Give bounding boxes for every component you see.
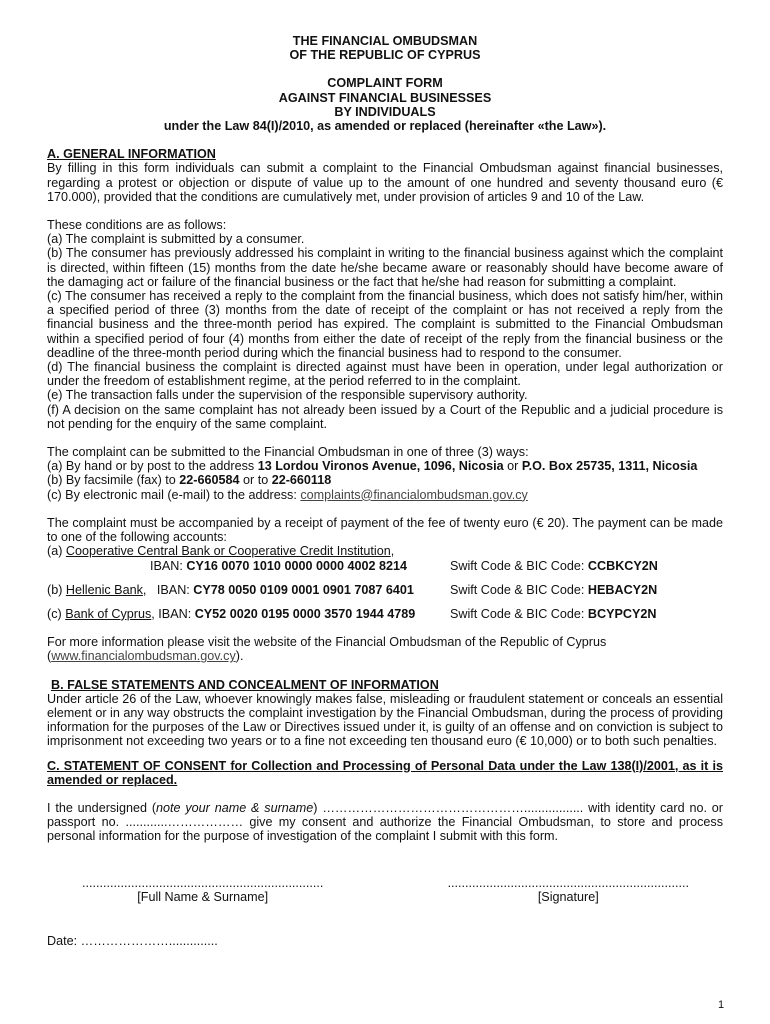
condition-c: (c) The consumer has received a reply to the complaint from the financial business, which does not satisfy him/her, within a specified period of three (3) months from the date of receipt of the complaint or has not received a reply from the financial business and the three-month period has expired. The complaint is submitted to the Financial Ombudsman within a specified period of four (4) months from either the date of receipt of the reply from the financial business or the deadline of the three-month period during which the financial business had to respond to the consumer. <box>47 289 723 360</box>
email-link[interactable]: complaints@financialombudsman.gov.cy <box>300 487 528 502</box>
bank-c-iban: CY52 0020 0195 0000 3570 1944 4789 <box>194 606 416 621</box>
signature-dots: ..................................................................... <box>447 875 689 890</box>
bank-a-comma: , <box>390 544 395 559</box>
way-c-text: (c) By electronic mail (e-mail) to the address: <box>47 487 301 502</box>
form-subtitle1: AGAINST FINANCIAL BUSINESSES <box>278 90 492 105</box>
bank-c-iban-label: , IBAN: <box>151 606 195 621</box>
bank-a-swift: CCBKCY2N <box>587 558 658 573</box>
website-close: ). <box>235 649 244 664</box>
way-b-or: or to <box>239 473 272 488</box>
bank-b-iban: CY78 0050 0109 0001 0901 7087 6401 <box>193 582 414 597</box>
section-a-title: A. GENERAL INFORMATION <box>47 147 216 162</box>
signature-block <box>47 876 723 904</box>
bank-a-iban-label: IBAN: <box>150 558 187 573</box>
website-open: ( <box>47 649 52 664</box>
bank-c-details <box>47 607 723 621</box>
consent-pre: I the undersigned ( <box>47 800 157 815</box>
way-a-or: or <box>503 459 522 474</box>
condition-f: (f) A decision on the same complaint has not already been issued by a Court of the Republic and a judicial procedure is not pending for the enquiry of the same complaint. <box>47 402 723 431</box>
consent-note: note your name & surname <box>156 800 314 815</box>
signature-field[interactable] <box>448 876 689 904</box>
bank-b-prefix: (b) <box>47 582 66 597</box>
consent-rest: ) …………………………………………................. with identity card no. or passport no. ............……………… give my consent and authorize the Financial Ombudsman, to store and process personal information for the purpose of investigation of the complaint I submit with this form. <box>47 800 723 844</box>
bank-a-name-line <box>47 544 723 558</box>
header-line2: OF THE REPUBLIC OF CYPRUS <box>289 48 481 63</box>
form-subtitle2: BY INDIVIDUALS <box>334 104 436 119</box>
website-link[interactable]: www.financialombudsman.gov.cy <box>51 649 236 664</box>
bank-b-iban-label: , IBAN: <box>142 582 194 597</box>
conditions-title: These conditions are as follows: <box>47 218 227 233</box>
condition-e: (e) The transaction falls under the supervision of the responsible supervisory authority. <box>47 388 528 403</box>
condition-b: (b) The consumer has previously addressed his complaint in writing to the financial business against which the complaint is directed, within fifteen (15) months from the date he/she became aware or reasonably should have become aware of the damaging act or failure of the financial business or the fact that he/she had reason for submitting a complaint. <box>47 246 723 289</box>
bank-a-swift-label: Swift Code & BIC Code: <box>450 558 588 573</box>
fee-text: The complaint must be accompanied by a receipt of payment of the fee of twenty euro (€ 20). The payment can be made to one of the following accounts: <box>47 515 723 545</box>
fax-2: 22-660118 <box>271 473 332 488</box>
form-title: COMPLAINT FORM <box>327 76 443 91</box>
way-b <box>47 473 723 487</box>
bank-a-prefix: (a) <box>47 544 66 559</box>
fax-1: 22-660584 <box>179 473 240 488</box>
bank-a-details <box>47 559 723 573</box>
condition-d: (d) The financial business the complaint is directed against must have been in operation, under legal authorization or under the freedom of establishment regime, at the period referred to in the complaint. <box>47 360 723 389</box>
website-line <box>47 649 723 663</box>
section-c-title: C. STATEMENT OF CONSENT for Collection and Processing of Personal Data under the Law 138(I)/2001, as it is amended or replaced. <box>47 758 723 787</box>
bank-c-prefix: (c) <box>47 606 66 621</box>
more-info: For more information please visit the website of the Financial Ombudsman of the Republic of Cyprus <box>47 635 607 650</box>
bank-a-iban: CY16 0070 1010 0000 0000 4002 8214 <box>186 558 407 573</box>
po-box: P.O. Box 25735, 1311, Nicosia <box>521 459 698 474</box>
ways-title: The complaint can be submitted to the Financial Ombudsman in one of three (3) ways: <box>47 445 529 460</box>
bank-c-swift-label: Swift Code & BIC Code: <box>450 606 588 621</box>
section-b-text: Under article 26 of the Law, whoever knowingly makes false, misleading or fraudulent statement or conceals an essential element or in any way obstructs the complaint investigation by the Financial Ombudsman, during the process of providing information for the purposes of the Law or Directives issued under it, is guilty of an offense and on conviction is subject to imprisonment not exceeding two years or to a fine not exceeding ten thousand euro (€ 10,000) or to both such penalties. <box>47 691 723 749</box>
name-dots: ..................................................................... <box>82 875 324 890</box>
way-b-text: (b) By facsimile (fax) to <box>47 473 180 488</box>
section-b-title: B. FALSE STATEMENTS AND CONCEALMENT OF INFORMATION <box>51 677 439 692</box>
bank-b-swift: HEBACY2N <box>587 582 658 597</box>
way-a <box>47 459 723 473</box>
address: 13 Lordou Vironos Avenue, 1096, Nicosia <box>257 459 504 474</box>
bank-a-name: Cooperative Central Bank or Cooperative Credit Institution <box>65 544 391 559</box>
bank-c-name: Bank of Cyprus <box>65 606 152 621</box>
section-a-intro: By filling in this form individuals can submit a complaint to the Financial Ombudsman against financial businesses, regarding a protest or objection or dispute of value up to the amount of one hundred and seventy thousand euro (€ 170.000), provided that the conditions are cumulatively met, under provision of articles 9 and 10 of the Law. <box>47 161 723 204</box>
bank-c-swift: BCYPCY2N <box>587 606 657 621</box>
page-number: 1 <box>718 999 725 1011</box>
document-page <box>47 34 723 948</box>
way-c <box>47 488 723 502</box>
name-field[interactable] <box>82 876 323 904</box>
bank-b-details <box>47 583 723 597</box>
condition-a: (a) The complaint is submitted by a consumer. <box>47 232 305 247</box>
bank-b-name: Hellenic Bank <box>65 582 143 597</box>
consent-text <box>47 801 723 844</box>
way-a-text: (a) By hand or by post to the address <box>47 459 258 474</box>
name-label: [Full Name & Surname] <box>137 889 269 904</box>
date-field[interactable]: Date: ………………….............. <box>47 933 218 948</box>
form-law-reference: under the Law 84(I)/2010, as amended or replaced (hereinafter «the Law»). <box>163 119 607 134</box>
bank-b-swift-label: Swift Code & BIC Code: <box>450 582 588 597</box>
header-line1: THE FINANCIAL OMBUDSMAN <box>292 34 478 48</box>
signature-label: [Signature] <box>537 889 599 904</box>
